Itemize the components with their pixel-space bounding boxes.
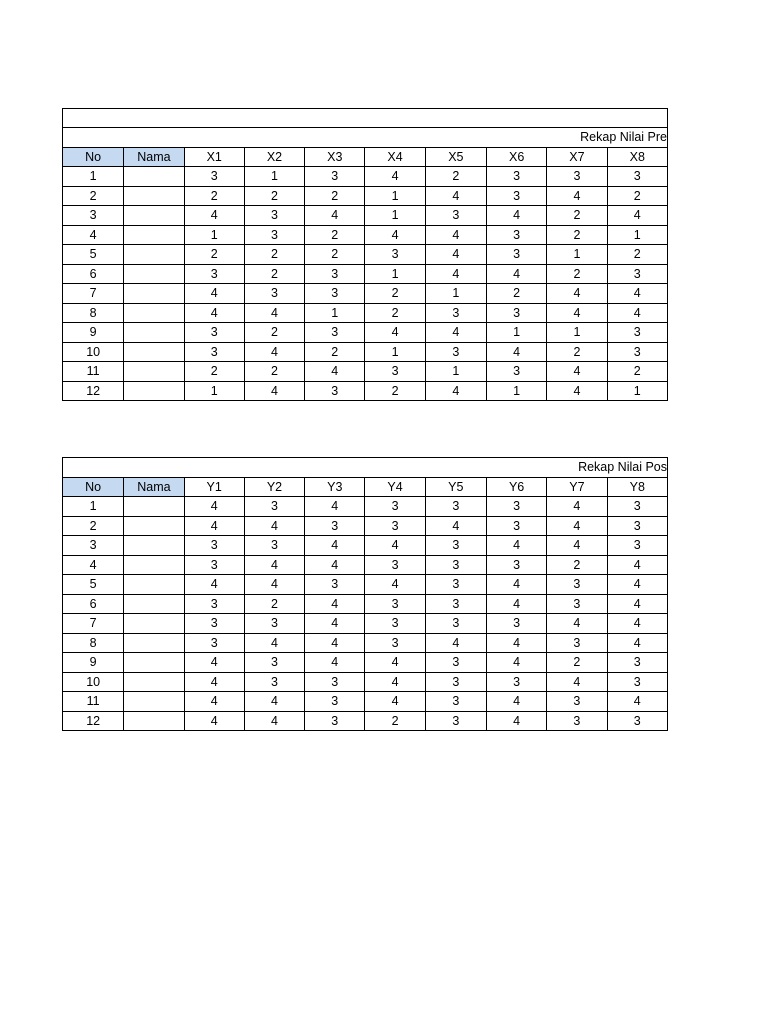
table-cell-y2[interactable]: 3 [244,497,304,517]
table-row [63,516,668,536]
table-cell-y3[interactable]: 3 [305,711,365,731]
table-cell-x5[interactable]: 4 [425,186,486,206]
table-cell-y8[interactable]: 4 [607,692,667,712]
blank-row [63,109,668,128]
table-cell-y8[interactable]: 3 [607,516,667,536]
table-cell-y5[interactable]: 3 [425,653,486,673]
table-cell-y4[interactable]: 4 [365,672,425,692]
table-cell-no[interactable]: 11 [63,362,124,382]
table-cell-x8[interactable]: 2 [607,362,667,382]
table-cell-y7[interactable]: 3 [547,692,607,712]
table-cell-x8[interactable]: 2 [607,245,667,265]
table-cell-y5[interactable]: 3 [425,497,486,517]
table-cell-y3[interactable]: 3 [305,692,365,712]
table-row [63,323,668,343]
table-cell-y7[interactable]: 4 [547,497,607,517]
table-cell-x3[interactable]: 2 [305,225,365,245]
table-cell-y5[interactable]: 3 [425,672,486,692]
table-cell-x5[interactable]: 2 [425,167,486,187]
table-cell-y7[interactable]: 3 [547,594,607,614]
post-table-title[interactable]: Rekap Nilai Pos [63,458,668,478]
table-cell-y2[interactable]: 4 [244,555,304,575]
table-cell-x2[interactable]: 4 [244,303,304,323]
table-cell-y4[interactable]: 3 [365,497,425,517]
table-cell-x5[interactable]: 4 [425,381,486,401]
table-cell-no[interactable]: 10 [63,342,124,362]
table-cell-x5[interactable]: 4 [425,264,486,284]
table-cell-x6[interactable]: 3 [487,167,547,187]
table-cell-y1[interactable]: 3 [184,594,244,614]
column-header-x2[interactable]: X2 [244,147,304,167]
table-cell-x7[interactable]: 4 [547,303,607,323]
table-cell-y5[interactable]: 3 [425,594,486,614]
table-cell-y8[interactable]: 4 [607,614,667,634]
table-cell-y4[interactable]: 4 [365,653,425,673]
column-header-no[interactable]: No [63,477,124,497]
table-cell-y3[interactable]: 4 [305,536,365,556]
column-header-no[interactable]: No [63,147,124,167]
table-cell-x6[interactable]: 3 [487,186,547,206]
table-cell-x2[interactable]: 2 [244,323,304,343]
table-cell-y3[interactable]: 4 [305,633,365,653]
column-header-y1[interactable]: Y1 [184,477,244,497]
table-cell-y8[interactable]: 4 [607,555,667,575]
table-cell-no[interactable]: 2 [63,516,124,536]
table-cell-y6[interactable]: 4 [486,594,546,614]
table-cell-y3[interactable]: 4 [305,614,365,634]
table-cell-y4[interactable]: 4 [365,575,425,595]
table-cell-y8[interactable]: 3 [607,497,667,517]
table-cell-x7[interactable]: 2 [547,225,607,245]
table-cell-x4[interactable]: 1 [365,186,425,206]
table-cell-x2[interactable]: 2 [244,362,304,382]
table-cell-x3[interactable]: 3 [305,264,365,284]
table-cell-y5[interactable]: 3 [425,575,486,595]
table-cell-y8[interactable]: 3 [607,536,667,556]
table-cell-no[interactable]: 3 [63,206,124,226]
table-cell-x4[interactable]: 4 [365,323,425,343]
table-cell-y7[interactable]: 4 [547,614,607,634]
table-cell-x1[interactable]: 4 [184,303,244,323]
table-cell-x1[interactable]: 2 [184,245,244,265]
table-cell-no[interactable]: 4 [63,225,124,245]
table-cell-y1[interactable]: 4 [184,711,244,731]
table-cell-y3[interactable]: 3 [305,672,365,692]
table-row [63,536,668,556]
table-cell-nama[interactable] [124,264,184,284]
table-cell-x3[interactable]: 3 [305,381,365,401]
table-cell-x8[interactable]: 1 [607,225,667,245]
table-cell-x6[interactable]: 3 [487,303,547,323]
table-cell-x1[interactable]: 1 [184,381,244,401]
table-cell-y8[interactable]: 4 [607,633,667,653]
table-cell-y7[interactable]: 2 [547,555,607,575]
table-cell-x3[interactable]: 3 [305,284,365,304]
table-cell-nama[interactable] [124,225,184,245]
table-cell-y5[interactable]: 3 [425,614,486,634]
table-cell-no[interactable]: 11 [63,692,124,712]
table-cell-nama[interactable] [124,284,184,304]
table-cell-y2[interactable]: 4 [244,633,304,653]
table-cell-y3[interactable]: 3 [305,516,365,536]
header-row [63,147,668,167]
table-cell-x1[interactable]: 2 [184,186,244,206]
table-cell-x8[interactable]: 3 [607,264,667,284]
table-cell-no[interactable]: 7 [63,284,124,304]
table-cell-nama[interactable] [124,614,184,634]
table-cell-no[interactable]: 12 [63,711,124,731]
table-row [63,633,668,653]
table-cell-y5[interactable]: 3 [425,555,486,575]
column-header-y6[interactable]: Y6 [486,477,546,497]
table-cell-y4[interactable]: 4 [365,536,425,556]
table-row [63,284,668,304]
table-cell-x6[interactable]: 1 [487,381,547,401]
table-cell-x2[interactable]: 3 [244,206,304,226]
table-cell-x6[interactable]: 2 [487,284,547,304]
table-row [63,711,668,731]
table-cell-x7[interactable]: 1 [547,245,607,265]
post-test-table [62,457,668,731]
column-header-y4[interactable]: Y4 [365,477,425,497]
table-row [63,555,668,575]
table-row [63,362,668,382]
table-cell-nama[interactable] [124,381,184,401]
title-row [63,128,668,148]
column-header-y3[interactable]: Y3 [305,477,365,497]
table-cell-y6[interactable]: 3 [486,672,546,692]
table-cell-nama[interactable] [124,594,184,614]
table-cell-y2[interactable]: 2 [244,594,304,614]
table-cell-x7[interactable]: 2 [547,206,607,226]
table-cell-no[interactable]: 8 [63,633,124,653]
table-cell-y5[interactable]: 3 [425,692,486,712]
table-row [63,264,668,284]
column-header-nama[interactable]: Nama [124,147,184,167]
table-cell-x5[interactable]: 3 [425,303,486,323]
table-cell-y4[interactable]: 3 [365,633,425,653]
table-cell-x1[interactable]: 2 [184,362,244,382]
table-cell-nama[interactable] [124,303,184,323]
table-cell-x7[interactable]: 2 [547,264,607,284]
table-cell-no[interactable]: 1 [63,497,124,517]
table-row [63,614,668,634]
table-cell-x3[interactable]: 4 [305,362,365,382]
table-cell-x7[interactable]: 2 [547,342,607,362]
table-cell-nama[interactable] [124,497,184,517]
table-cell-nama[interactable] [124,167,184,187]
table-cell-y5[interactable]: 4 [425,516,486,536]
table-cell-x8[interactable]: 4 [607,206,667,226]
table-cell-x4[interactable]: 3 [365,362,425,382]
table-cell-y7[interactable]: 4 [547,672,607,692]
table-cell-x6[interactable]: 4 [487,342,547,362]
table-row [63,245,668,265]
table-cell-no[interactable]: 8 [63,303,124,323]
table-cell-x6[interactable]: 3 [487,362,547,382]
table-cell-y1[interactable]: 3 [184,633,244,653]
column-header-x8[interactable]: X8 [607,147,667,167]
table-cell-nama[interactable] [124,672,184,692]
pre-test-table [62,108,668,401]
table-cell-y4[interactable]: 3 [365,594,425,614]
title-row [63,458,668,478]
table-cell-no[interactable]: 9 [63,323,124,343]
table-row [63,575,668,595]
table-cell-x1[interactable]: 3 [184,264,244,284]
table-cell-x5[interactable]: 4 [425,245,486,265]
table-cell-no[interactable]: 6 [63,264,124,284]
table-cell-nama[interactable] [124,633,184,653]
table-cell-no[interactable]: 12 [63,381,124,401]
table-cell-x2[interactable]: 3 [244,284,304,304]
table-row [63,381,668,401]
column-header-nama[interactable]: Nama [124,477,184,497]
table-cell-x7[interactable]: 4 [547,381,607,401]
table-cell-y3[interactable]: 3 [305,575,365,595]
table-cell-x3[interactable]: 2 [305,245,365,265]
header-row [63,477,668,497]
table-cell-x5[interactable]: 4 [425,323,486,343]
table-cell-y4[interactable]: 4 [365,692,425,712]
table-cell-no[interactable]: 7 [63,614,124,634]
table-cell-x1[interactable]: 3 [184,323,244,343]
table-cell-y6[interactable]: 4 [486,536,546,556]
table-row [63,594,668,614]
table-cell-y2[interactable]: 3 [244,672,304,692]
table-cell-y7[interactable]: 3 [547,633,607,653]
table-cell-x2[interactable]: 3 [244,225,304,245]
table-row [63,672,668,692]
table-cell-x4[interactable]: 4 [365,225,425,245]
column-header-y2[interactable]: Y2 [244,477,304,497]
table-cell-x3[interactable]: 2 [305,186,365,206]
table-cell-y8[interactable]: 3 [607,711,667,731]
table-cell-x5[interactable]: 3 [425,206,486,226]
table-row [63,206,668,226]
table-cell-y6[interactable]: 4 [486,653,546,673]
table-cell-y7[interactable]: 3 [547,711,607,731]
table-cell-y4[interactable]: 3 [365,614,425,634]
column-header-x6[interactable]: X6 [487,147,547,167]
table-row [63,225,668,245]
table-cell-x2[interactable]: 4 [244,342,304,362]
column-header-x3[interactable]: X3 [305,147,365,167]
table-cell-x8[interactable]: 4 [607,303,667,323]
table-cell-x3[interactable]: 4 [305,206,365,226]
pre-table-title[interactable]: Rekap Nilai Pre [63,128,668,148]
table-cell-no[interactable]: 6 [63,594,124,614]
table-cell-nama[interactable] [124,536,184,556]
table-cell-nama[interactable] [124,575,184,595]
table-cell-x5[interactable]: 3 [425,342,486,362]
table-cell-x4[interactable]: 2 [365,303,425,323]
table-cell-y3[interactable]: 4 [305,555,365,575]
table-cell-y5[interactable]: 3 [425,711,486,731]
table-cell-x6[interactable]: 1 [487,323,547,343]
table-cell-x1[interactable]: 4 [184,284,244,304]
table-cell-no[interactable]: 3 [63,536,124,556]
table-cell-x7[interactable]: 4 [547,284,607,304]
table-cell-y3[interactable]: 4 [305,594,365,614]
table-row [63,186,668,206]
table-cell-nama[interactable] [124,653,184,673]
table-cell-y2[interactable]: 4 [244,692,304,712]
table-cell-no[interactable]: 1 [63,167,124,187]
table-cell-y7[interactable]: 4 [547,536,607,556]
table-cell-y2[interactable]: 3 [244,536,304,556]
table-cell-x8[interactable]: 3 [607,323,667,343]
table-cell-y4[interactable]: 3 [365,516,425,536]
table-cell-x4[interactable]: 3 [365,245,425,265]
table-cell-y2[interactable]: 3 [244,614,304,634]
table-cell-y6[interactable]: 4 [486,633,546,653]
table-cell-x1[interactable]: 4 [184,206,244,226]
table-cell-no[interactable]: 5 [63,575,124,595]
table-cell-x8[interactable]: 4 [607,284,667,304]
table-cell-x8[interactable]: 3 [607,167,667,187]
table-cell-x1[interactable]: 3 [184,167,244,187]
table-cell-x6[interactable]: 3 [487,225,547,245]
table-cell-y4[interactable]: 3 [365,555,425,575]
table-cell-x8[interactable]: 1 [607,381,667,401]
table-cell-y3[interactable]: 4 [305,497,365,517]
table-cell-x7[interactable]: 1 [547,323,607,343]
table-cell-y8[interactable]: 4 [607,594,667,614]
table-cell-x2[interactable]: 4 [244,381,304,401]
table-cell-no[interactable]: 4 [63,555,124,575]
table-cell-x5[interactable]: 1 [425,284,486,304]
table-row [63,653,668,673]
column-header-x1[interactable]: X1 [184,147,244,167]
table-cell-x2[interactable]: 2 [244,264,304,284]
table-cell-nama[interactable] [124,711,184,731]
table-cell-x7[interactable]: 3 [547,167,607,187]
table-cell-no[interactable]: 2 [63,186,124,206]
table-cell-x2[interactable]: 2 [244,245,304,265]
blank-cell[interactable] [63,109,668,128]
table-cell-x8[interactable]: 2 [607,186,667,206]
table-cell-x3[interactable]: 3 [305,167,365,187]
table-cell-x4[interactable]: 2 [365,381,425,401]
table-cell-y3[interactable]: 4 [305,653,365,673]
table-cell-x7[interactable]: 4 [547,362,607,382]
table-cell-y6[interactable]: 3 [486,614,546,634]
table-cell-y1[interactable]: 4 [184,692,244,712]
table-cell-x2[interactable]: 2 [244,186,304,206]
table-cell-y1[interactable]: 3 [184,614,244,634]
table-cell-x3[interactable]: 1 [305,303,365,323]
table-cell-y5[interactable]: 4 [425,633,486,653]
table-cell-y8[interactable]: 4 [607,575,667,595]
table-cell-y1[interactable]: 4 [184,653,244,673]
table-cell-y6[interactable]: 3 [486,555,546,575]
table-cell-y6[interactable]: 4 [486,692,546,712]
table-cell-y6[interactable]: 3 [486,497,546,517]
table-cell-y1[interactable]: 4 [184,497,244,517]
table-cell-x7[interactable]: 4 [547,186,607,206]
table-row [63,167,668,187]
column-header-x4[interactable]: X4 [365,147,425,167]
table-cell-y1[interactable]: 4 [184,672,244,692]
table-cell-x5[interactable]: 4 [425,225,486,245]
table-cell-y1[interactable]: 4 [184,516,244,536]
table-cell-y5[interactable]: 3 [425,536,486,556]
table-cell-nama[interactable] [124,186,184,206]
table-row [63,342,668,362]
table-cell-y2[interactable]: 4 [244,516,304,536]
column-header-y5[interactable]: Y5 [425,477,486,497]
column-header-x7[interactable]: X7 [547,147,607,167]
table-cell-y6[interactable]: 4 [486,711,546,731]
table-row [63,303,668,323]
table-cell-y7[interactable]: 2 [547,653,607,673]
table-cell-x1[interactable]: 1 [184,225,244,245]
table-cell-x4[interactable]: 2 [365,284,425,304]
table-cell-x4[interactable]: 4 [365,167,425,187]
table-cell-x6[interactable]: 4 [487,264,547,284]
table-cell-x6[interactable]: 3 [487,245,547,265]
table-cell-nama[interactable] [124,206,184,226]
column-header-x5[interactable]: X5 [425,147,486,167]
table-cell-y2[interactable]: 4 [244,575,304,595]
table-cell-y8[interactable]: 3 [607,672,667,692]
table-row [63,692,668,712]
table-cell-y8[interactable]: 3 [607,653,667,673]
table-row [63,497,668,517]
table-cell-no[interactable]: 10 [63,672,124,692]
table-cell-x8[interactable]: 3 [607,342,667,362]
table-cell-x1[interactable]: 3 [184,342,244,362]
table-cell-nama[interactable] [124,245,184,265]
table-cell-y1[interactable]: 3 [184,536,244,556]
table-cell-nama[interactable] [124,362,184,382]
table-cell-y2[interactable]: 4 [244,711,304,731]
table-cell-x3[interactable]: 2 [305,342,365,362]
table-cell-x4[interactable]: 1 [365,342,425,362]
table-cell-y2[interactable]: 3 [244,653,304,673]
table-cell-x3[interactable]: 3 [305,323,365,343]
table-cell-nama[interactable] [124,516,184,536]
table-cell-x4[interactable]: 1 [365,264,425,284]
table-cell-y4[interactable]: 2 [365,711,425,731]
table-cell-nama[interactable] [124,323,184,343]
table-cell-x4[interactable]: 1 [365,206,425,226]
table-cell-y7[interactable]: 4 [547,516,607,536]
table-cell-no[interactable]: 9 [63,653,124,673]
table-cell-no[interactable]: 5 [63,245,124,265]
table-cell-x2[interactable]: 1 [244,167,304,187]
table-cell-nama[interactable] [124,342,184,362]
table-cell-y6[interactable]: 4 [486,575,546,595]
table-cell-nama[interactable] [124,692,184,712]
column-header-y7[interactable]: Y7 [547,477,607,497]
table-cell-x6[interactable]: 4 [487,206,547,226]
table-cell-nama[interactable] [124,555,184,575]
table-cell-x5[interactable]: 1 [425,362,486,382]
table-cell-y1[interactable]: 3 [184,555,244,575]
table-cell-y6[interactable]: 3 [486,516,546,536]
table-cell-y7[interactable]: 3 [547,575,607,595]
column-header-y8[interactable]: Y8 [607,477,667,497]
table-cell-y1[interactable]: 4 [184,575,244,595]
